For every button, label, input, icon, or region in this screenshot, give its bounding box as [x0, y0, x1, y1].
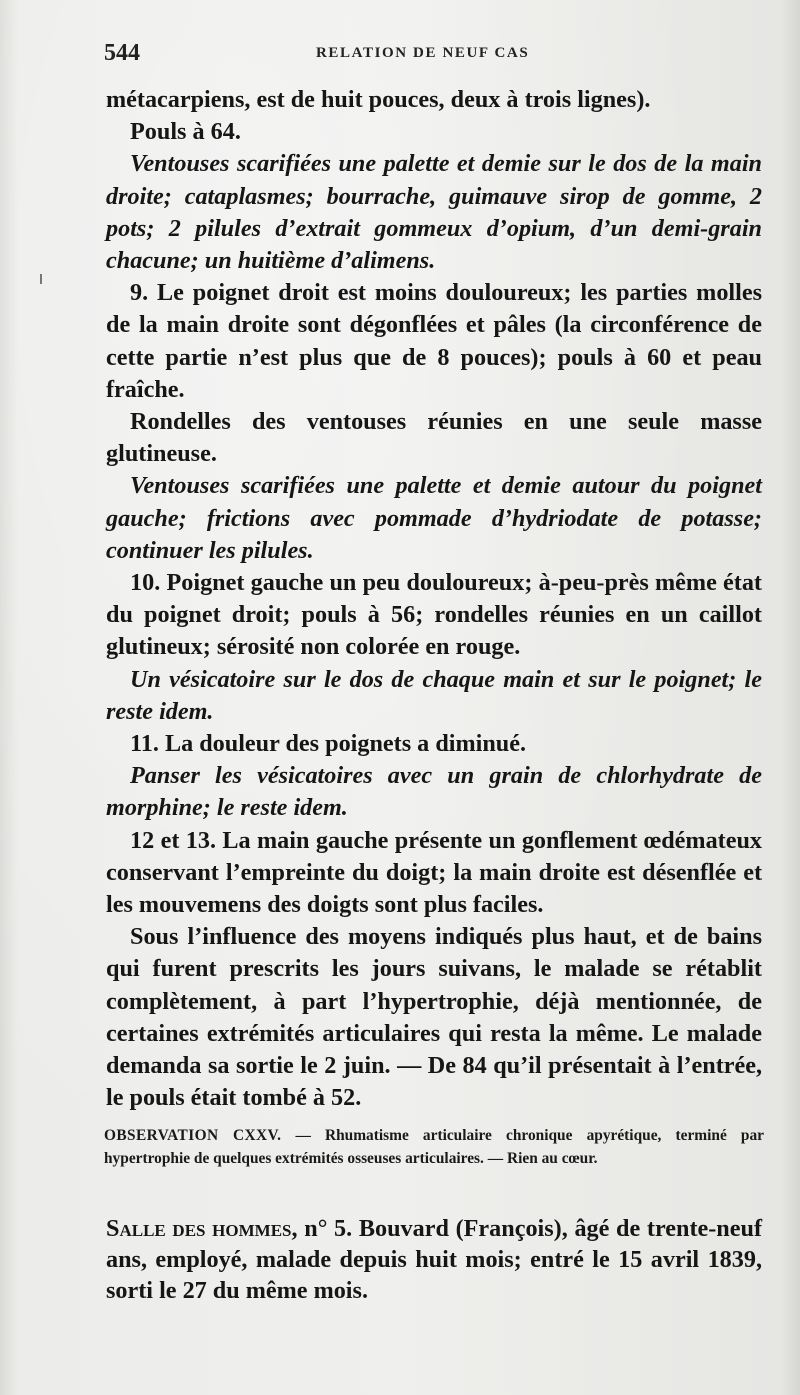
- running-title: RELATION DE NEUF CAS: [316, 45, 530, 61]
- paragraph-day-9: 9. Le poignet droit est moins douloureux; les parties molles de la main droite sont dégonflées et pâles (la circonférence de cette partie n’est plus que de 8 pouces); pouls à 60 et peau fraîche.: [106, 279, 762, 403]
- observation-summary: — Rhumatisme articulaire chronique apyrétique, terminé par hypertrophie de quelques extrémités osseuses articulaires. — Rien au cœur.: [104, 1127, 765, 1167]
- paragraph-treatment-4: Panser les vésicatoires avec un grain de chlorhydrate de morphine; le reste idem.: [106, 762, 762, 822]
- paragraph-treatment-3: Un vésicatoire sur le dos de chaque main et sur le poignet; le reste idem.: [106, 665, 762, 725]
- paragraph-conclusion: Sous l’influence des moyens indiqués plus haut, et de bains qui furent prescrits les jours suivans, le malade se rétablit complètement, à part l’hypertrophie, déjà mentionnée, de certaines extrémités articulaires qui resta la même. Le malade demanda sa sortie le 2 juin. — De 84 qu’il présentait à l’entrée, le pouls était tombé à 52.: [106, 923, 762, 1112]
- case-intro: [106, 1213, 762, 1306]
- paragraph-metacarpiens: métacarpiens, est de huit pouces, deux à trois lignes).: [106, 86, 651, 113]
- page-number: 544: [104, 40, 140, 66]
- main-text: [106, 84, 762, 1115]
- case-intro-text: n° 5. Bouvard (François), âgé de trente-neuf ans, employé, malade depuis huit mois; entré le 15 avril 1839, sorti le 27 du même mois.: [106, 1215, 762, 1304]
- observation-block: [104, 1124, 764, 1170]
- paragraph-pouls: Pouls à 64.: [130, 118, 241, 146]
- page-header: [104, 34, 764, 68]
- ward-label: Salle des hommes,: [106, 1215, 298, 1242]
- paragraph-treatment-2: Ventouses scarifiées une palette et demie autour du poignet gauche; frictions avec pommade d’hydriodate de potasse; continuer les pilules.: [106, 472, 762, 564]
- paragraph-day-11: 11. La douleur des poignets a diminué.: [130, 730, 527, 758]
- margin-mark: [40, 274, 42, 284]
- paragraph-rondelles: Rondelles des ventouses réunies en une seule masse glutineuse.: [106, 408, 762, 468]
- paragraph-treatment-1: Ventouses scarifiées une palette et demie sur le dos de la main droite; cataplasmes; bourrache, guimauve sirop de gomme, 2 pots; 2 pilules d’extrait gommeux d’opium, d’un demi-grain chacune; un huitième d’alimens.: [106, 150, 762, 275]
- paragraph-day-10: 10. Poignet gauche un peu douloureux; à-peu-près même état du poignet droit; pouls à 56; rondelles réunies en un caillot glutineux; sérosité non colorée en rouge.: [106, 569, 762, 661]
- paragraph-day-12-13: 12 et 13. La main gauche présente un gonflement œdémateux conservant l’empreinte du doigt; la main droite est désenflée et les mouvemens des doigts sont plus faciles.: [106, 826, 762, 919]
- observation-heading: OBSERVATION CXXV.: [104, 1127, 282, 1144]
